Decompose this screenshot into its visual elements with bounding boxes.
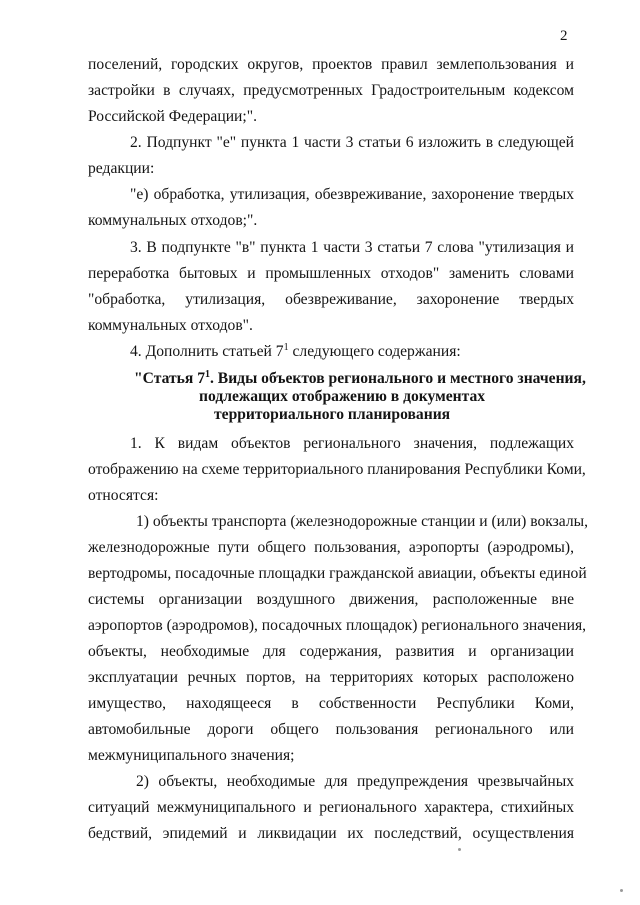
text-line: бедствий, эпидемий и ликвидации их последствий, осуществления — [88, 825, 574, 842]
text-line: автомобильные дороги общего пользования регионального или — [88, 721, 574, 738]
text-line: железнодорожные пути общего пользования, аэропорты (аэродромы), — [88, 539, 574, 556]
page-number: 2 — [560, 28, 568, 44]
text-line: переработка бытовых и промышленных отходов" заменить словами — [88, 265, 574, 282]
heading-fragment: . Виды объектов регионального и местного значения, — [210, 370, 586, 387]
text-line: имущество, находящееся в собственности Республики Коми, — [88, 695, 574, 712]
text-line: 2) объекты, необходимые для предупреждения чрезвычайных — [136, 773, 574, 790]
text-line: относятся: — [88, 487, 159, 504]
scan-speck — [620, 889, 623, 892]
text-line: Российской Федерации;". — [88, 108, 257, 125]
text-line: коммунальных отходов;". — [88, 212, 258, 229]
text-line: 3. В подпункте "в" пункта 1 части 3 статьи 7 слова "утилизация и — [130, 239, 574, 256]
article-heading-line — [134, 369, 586, 389]
superscript-mark: 1 — [283, 342, 289, 353]
text-line: 1) объекты транспорта (железнодорожные станции и (или) вокзалы, — [136, 513, 589, 530]
article-heading-line: территориального планирования — [214, 406, 451, 423]
scan-speck — [458, 848, 461, 851]
text-line — [130, 342, 574, 362]
text-line: "е) обработка, утилизация, обезвреживание, захоронение твердых — [130, 186, 574, 203]
text-line: эксплуатации речных портов, на территориях которых расположено — [88, 669, 574, 686]
text-fragment: следующего содержания: — [292, 343, 461, 360]
text-line: 1. К видам объектов регионального значения, подлежащих — [130, 435, 574, 452]
text-line: "обработка, утилизация, обезвреживание, захоронение твердых — [88, 291, 574, 308]
text-line: аэропортов (аэродромов), посадочных площадок) регионального значения, — [88, 617, 587, 634]
text-line: поселений, городских округов, проектов правил землепользования и — [88, 56, 574, 73]
text-line: коммунальных отходов". — [88, 317, 253, 334]
text-line: ситуаций межмуниципального и регионального характера, стихийных — [88, 799, 574, 816]
text-fragment: 4. Дополнить статьей 7 — [130, 343, 284, 360]
superscript-mark: 1 — [205, 369, 210, 380]
text-line: застройки в случаях, предусмотренных Градостроительным кодексом — [88, 82, 574, 99]
text-line: вертодромы, посадочные площадки гражданской авиации, объекты единой — [88, 565, 587, 582]
text-line: 2. Подпункт "е" пункта 1 части 3 статьи 6 изложить в следующей — [130, 134, 574, 151]
text-line: межмуниципального значения; — [88, 747, 295, 764]
text-line: редакции: — [88, 160, 155, 177]
article-heading-line: подлежащих отображению в документах — [199, 388, 486, 405]
text-line: объекты, необходимые для содержания, развития и организации — [88, 643, 574, 660]
text-line: отображению на схеме территориального планирования Республики Коми, — [88, 461, 586, 478]
text-line: системы организации воздушного движения, расположенные вне — [88, 591, 574, 608]
heading-fragment: "Статья 7 — [134, 370, 205, 387]
